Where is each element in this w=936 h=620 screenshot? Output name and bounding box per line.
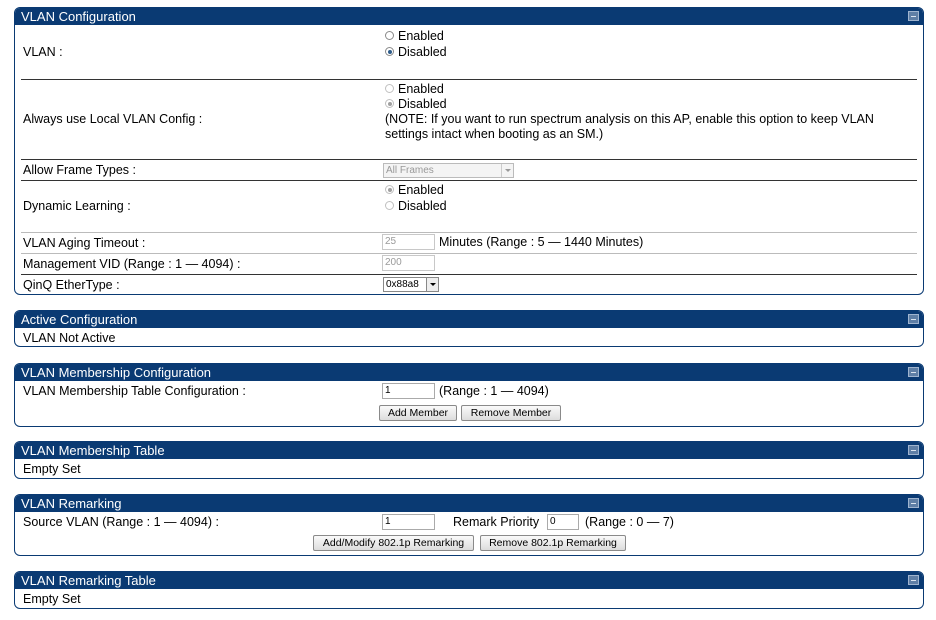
radio-checked-icon[interactable] (385, 47, 394, 56)
collapse-icon[interactable] (908, 367, 919, 377)
collapse-icon[interactable] (908, 575, 919, 585)
collapse-icon[interactable] (908, 445, 919, 455)
panel-header (15, 311, 923, 328)
aging-timeout-input: 25 (382, 234, 435, 250)
panel-header (15, 495, 923, 512)
divider (21, 79, 381, 80)
radio-icon (385, 84, 394, 93)
management-vid-input: 200 (382, 255, 435, 271)
qinq-ethertype-label: QinQ EtherType : (23, 278, 120, 292)
management-vid-label: Management VID (Range : 1 — 4094) : (23, 257, 241, 271)
chevron-down-icon[interactable] (426, 278, 438, 291)
membership-table-config-input[interactable]: 1 (382, 383, 435, 399)
remark-priority-input[interactable]: 0 (547, 514, 579, 530)
active-status-text: VLAN Not Active (23, 331, 116, 345)
add-member-button[interactable]: Add Member (379, 405, 457, 421)
radio-label: Enabled (398, 82, 444, 96)
chevron-down-icon (501, 164, 513, 177)
remarking-panel (14, 494, 924, 556)
panel-title: VLAN Remarking (21, 496, 122, 511)
panel-header (15, 572, 923, 589)
dynamic-disabled-radio[interactable] (385, 199, 447, 213)
collapse-icon[interactable] (908, 11, 919, 21)
membership-range-text: (Range : 1 — 4094) (439, 384, 549, 398)
radio-label: Disabled (398, 45, 447, 59)
panel-title: Active Configuration (21, 312, 138, 327)
local-disabled-radio (385, 97, 447, 111)
frame-types-select (383, 163, 514, 178)
qinq-ethertype-select[interactable] (383, 277, 439, 292)
divider (21, 159, 917, 160)
frame-types-label: Allow Frame Types : (23, 163, 137, 177)
membership-table-content: Empty Set (23, 462, 81, 476)
panel-header (15, 442, 923, 459)
divider (21, 253, 917, 254)
source-vlan-input[interactable]: 1 (382, 514, 435, 530)
remove-remarking-button[interactable]: Remove 802.1p Remarking (480, 535, 626, 551)
radio-label: Disabled (398, 199, 447, 213)
divider (21, 180, 917, 181)
membership-configuration-panel (14, 363, 924, 427)
panel-title: VLAN Membership Table (21, 443, 165, 458)
source-vlan-label: Source VLAN (Range : 1 — 4094) : (23, 515, 219, 529)
collapse-icon[interactable] (908, 314, 919, 324)
vlan-enabled-radio[interactable] (385, 29, 444, 43)
radio-label: Enabled (398, 29, 444, 43)
radio-icon[interactable] (385, 201, 394, 210)
radio-label: Disabled (398, 97, 447, 111)
active-configuration-panel (14, 310, 924, 347)
vlan-configuration-panel (14, 7, 924, 295)
vlan-disabled-radio[interactable] (385, 45, 447, 59)
dynamic-learning-label: Dynamic Learning : (23, 199, 131, 213)
vlan-label: VLAN : (23, 45, 63, 59)
local-note-line1: (NOTE: If you want to run spectrum analysis on this AP, enable this option to keep VLAN (385, 112, 874, 126)
select-value: All Frames (386, 165, 434, 176)
panel-header (15, 8, 923, 25)
panel-header (15, 364, 923, 381)
collapse-icon[interactable] (908, 498, 919, 508)
remark-priority-range: (Range : 0 — 7) (585, 515, 674, 529)
divider (381, 79, 917, 80)
divider (21, 232, 917, 233)
local-enabled-radio (385, 82, 444, 96)
aging-timeout-label: VLAN Aging Timeout : (23, 236, 146, 250)
aging-timeout-suffix: Minutes (Range : 5 — 1440 Minutes) (439, 235, 644, 249)
local-vlan-label: Always use Local VLAN Config : (23, 112, 203, 126)
panel-title: VLAN Remarking Table (21, 573, 156, 588)
membership-table-config-label: VLAN Membership Table Configuration : (23, 384, 246, 398)
radio-checked-icon (385, 99, 394, 108)
panel-title: VLAN Membership Configuration (21, 365, 212, 380)
select-value: 0x88a8 (386, 279, 419, 290)
remarking-table-content: Empty Set (23, 592, 81, 606)
remarking-table-panel (14, 571, 924, 609)
panel-title: VLAN Configuration (21, 9, 136, 24)
add-modify-remarking-button[interactable]: Add/Modify 802.1p Remarking (313, 535, 474, 551)
divider (21, 274, 917, 275)
dynamic-enabled-radio[interactable] (385, 183, 444, 197)
remark-priority-label: Remark Priority (453, 515, 540, 529)
local-note-line2: settings intact when booting as an SM.) (385, 127, 604, 141)
radio-label: Enabled (398, 183, 444, 197)
radio-checked-icon[interactable] (385, 185, 394, 194)
remove-member-button[interactable]: Remove Member (461, 405, 561, 421)
membership-table-panel (14, 441, 924, 479)
radio-icon[interactable] (385, 31, 394, 40)
